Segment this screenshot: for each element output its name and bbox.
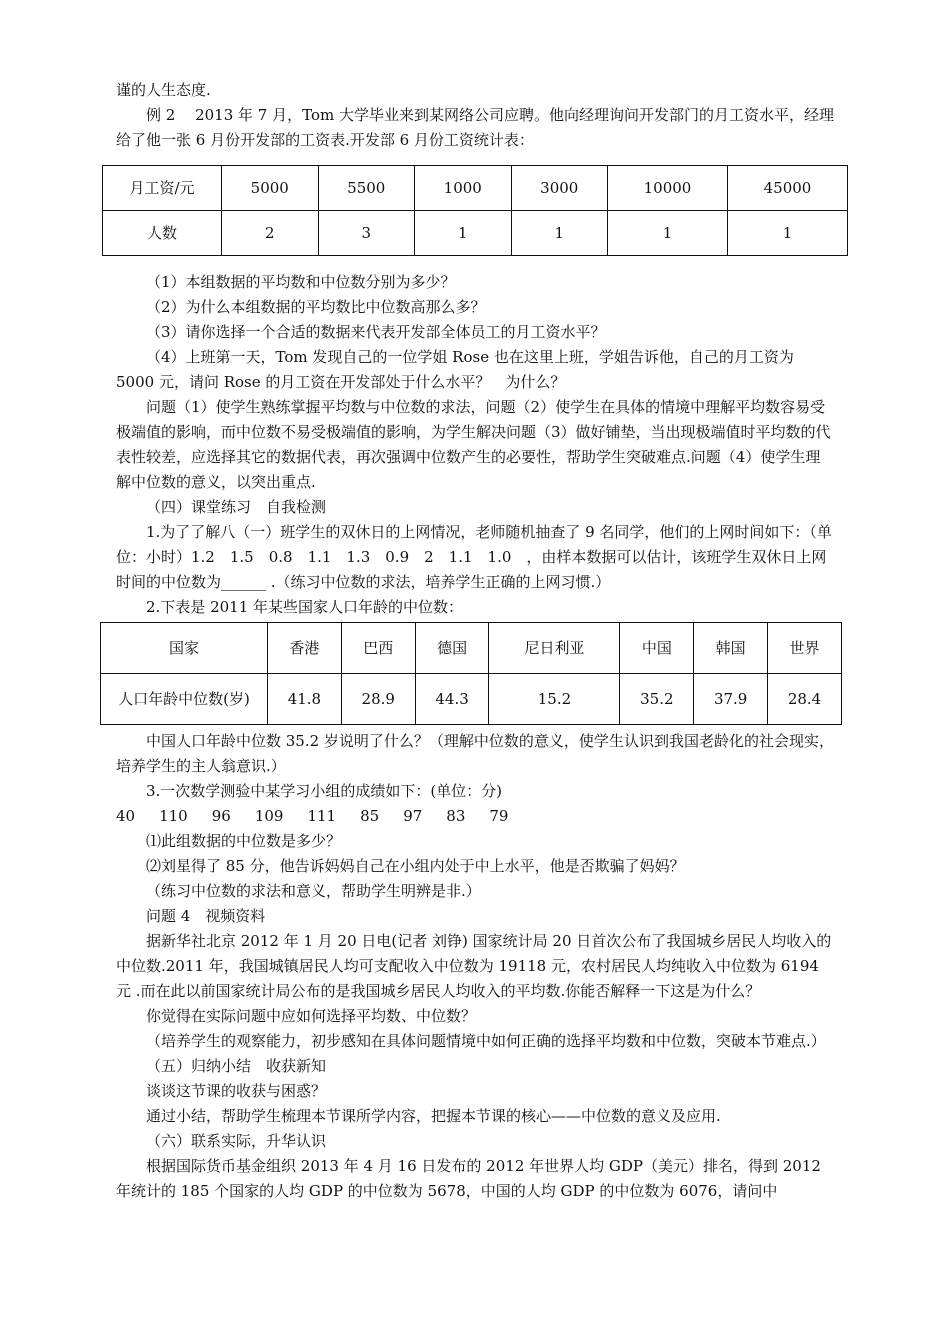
table-cell: 1 xyxy=(608,211,728,256)
score: 111 xyxy=(307,807,337,825)
table-cell: 2 xyxy=(222,211,319,256)
table-cell: 香港 xyxy=(268,623,342,674)
summary-paragraph: 通过小结，帮助学生梳理本节课所学内容，把握本节课的核心——中位数的意义及应用. xyxy=(146,1107,721,1125)
score: 109 xyxy=(254,807,284,825)
table-cell: 3 xyxy=(318,211,415,256)
table-cell: 5500 xyxy=(318,166,415,211)
score: 110 xyxy=(159,807,188,825)
news-paragraph: 据新华社北京 2012 年 1 月 20 日电(记者 刘铮) 国家统计局 20 日首次公布了我国城乡居民人均收入的中位数.2011 年，我国城镇居民人均可支配收入中位数为 19118 元，农村居民人均纯收入中位数为 6194 元 .而在此以前国家统计局公布的是我国城乡居民人均收入的平均数.你能否解释一下这是为什么？ xyxy=(116,932,832,1000)
table-cell: 1 xyxy=(415,211,512,256)
table-cell: 10000 xyxy=(608,166,728,211)
score: 97 xyxy=(403,807,423,825)
exercise-3-q2: ⑵刘星得了 85 分，他告诉妈妈自己在小组内处于中上水平，他是否欺骗了妈妈？ xyxy=(146,857,685,875)
china-median-question: 中国人口年龄中位数 35.2 岁说明了什么？（理解中位数的意义，使学生认识到我国老龄化的社会现实，培养学生的主人翁意识.） xyxy=(116,732,834,775)
row-label: 人数 xyxy=(103,211,222,256)
exercise-1: 1.为了了解八（一）班学生的双休日的上网情况，老师随机抽查了 9 名同学，他们的上网时间如下：（单位：小时）1.2 1.5 0.8 1.1 1.3 0.9 2 1.1 1.0 ，由样本数据可以估计，该班学生双休日上网时间的中位数为______ .（练习中位数的求法，培养学生正确的上网习惯.） xyxy=(116,523,832,591)
salary-table xyxy=(102,165,848,256)
section-heading: （五）归纳小结 收获新知 xyxy=(146,1057,327,1075)
table-cell: 3000 xyxy=(511,166,608,211)
table-cell: 37.9 xyxy=(694,674,768,725)
table-row xyxy=(101,674,842,725)
score: 96 xyxy=(211,807,231,825)
table-cell: 5000 xyxy=(222,166,319,211)
table-cell: 28.4 xyxy=(768,674,842,725)
table-cell: 1000 xyxy=(415,166,512,211)
table-cell: 1 xyxy=(727,211,847,256)
row-label: 国家 xyxy=(101,623,268,674)
score-list xyxy=(116,804,834,829)
document-page xyxy=(116,78,834,1204)
question-1: （1）本组数据的平均数和中位数分别为多少？ xyxy=(146,273,456,291)
table-row xyxy=(103,166,848,211)
section-heading: （四）课堂练习 自我检测 xyxy=(146,498,327,516)
gdp-paragraph: 根据国际货币基金组织 2013 年 4 月 16 日发布的 2012 年世界人均 GDP（美元）排名，得到 2012 年统计的 185 个国家的人均 GDP 的中位数为 5678，中国的人均 GDP 的中位数为 6076，请问中 xyxy=(116,1157,821,1200)
teaching-note: 问题（1）使学生熟练掌握平均数与中位数的求法，问题（2）使学生在具体的情境中理解平均数容易受极端值的影响，而中位数不易受极端值的影响，为学生解决问题（3）做好铺垫，当出现极端值时平均数的代表性较差，应选择其它的数据代表，再次强调中位数产生的必要性，帮助学生突破难点.问题（4）使学生理解中位数的意义，以突出重点. xyxy=(116,398,831,491)
question-paragraph: 你觉得在实际问题中应如何选择平均数、中位数？ xyxy=(146,1007,477,1025)
population-age-table xyxy=(100,622,842,725)
exercise-2: 2.下表是 2011 年某些国家人口年龄的中位数： xyxy=(146,598,464,616)
row-label: 月工资/元 xyxy=(103,166,222,211)
score: 40 xyxy=(116,807,136,825)
table-cell: 45000 xyxy=(727,166,847,211)
table-cell: 韩国 xyxy=(694,623,768,674)
table-cell: 尼日利亚 xyxy=(489,623,620,674)
exercise-3-q1: ⑴此组数据的中位数是多少？ xyxy=(146,832,342,850)
row-label: 人口年龄中位数(岁) xyxy=(101,674,268,725)
question-4: （4）上班第一天，Tom 发现自己的一位学姐 Rose 也在这里上班，学姐告诉他，自己的月工资为 5000 元，请问 Rose 的月工资在开发部处于什么水平？ 为什么？ xyxy=(116,348,794,391)
table-cell: 28.9 xyxy=(341,674,415,725)
table-cell: 41.8 xyxy=(268,674,342,725)
score: 85 xyxy=(360,807,380,825)
table-cell: 44.3 xyxy=(415,674,489,725)
teaching-note: （培养学生的观察能力，初步感知在具体问题情境中如何正确的选择平均数和中位数，突破本节难点.） xyxy=(146,1032,826,1050)
exercise-3-note: （练习中位数的求法和意义，帮助学生明辨是非.） xyxy=(146,882,481,900)
table-row xyxy=(101,623,842,674)
exercise-3: 3.一次数学测验中某学习小组的成绩如下：(单位：分) xyxy=(146,782,503,800)
question-3: （3）请你选择一个合适的数据来代表开发部全体员工的月工资水平？ xyxy=(146,323,606,341)
score: 83 xyxy=(446,807,466,825)
table-cell: 德国 xyxy=(415,623,489,674)
table-cell: 世界 xyxy=(768,623,842,674)
example-2-intro: 例 2 2013 年 7 月，Tom 大学毕业来到某网络公司应聘。他向经理询问开发部门的月工资水平，经理给了他一张 6 月份开发部的工资表.开发部 6 月份工资统计表： xyxy=(116,106,834,149)
table-cell: 中国 xyxy=(620,623,694,674)
table-row xyxy=(103,211,848,256)
paragraph: 谨的人生态度. xyxy=(116,81,211,99)
table-cell: 巴西 xyxy=(341,623,415,674)
question-2: （2）为什么本组数据的平均数比中位数高那么多？ xyxy=(146,298,486,316)
section-heading: （六）联系实际，升华认识 xyxy=(146,1132,327,1150)
table-cell: 1 xyxy=(511,211,608,256)
table-cell: 15.2 xyxy=(489,674,620,725)
question-paragraph: 谈谈这节课的收获与困惑？ xyxy=(146,1082,327,1100)
table-cell: 35.2 xyxy=(620,674,694,725)
score: 79 xyxy=(489,807,509,825)
question-4-heading: 问题 4 视频资料 xyxy=(146,907,266,925)
